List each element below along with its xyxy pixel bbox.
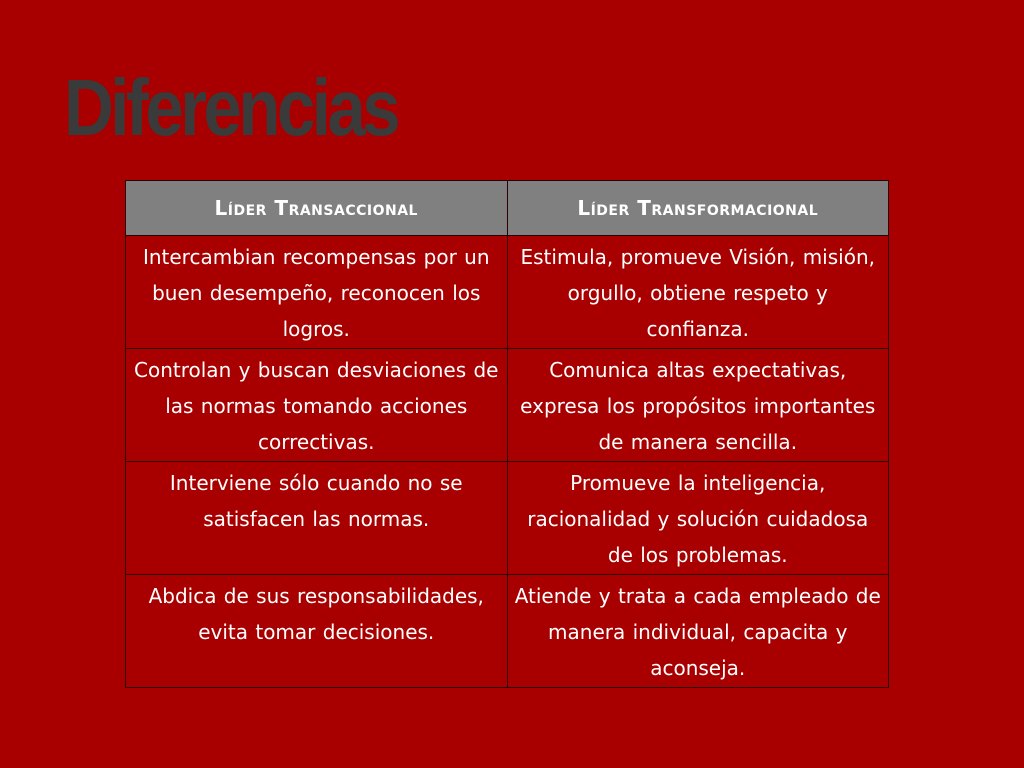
table-row: [126, 575, 889, 688]
table-cell-transactional: Abdica de sus responsabilidades, evita tomar decisiones.: [126, 575, 508, 688]
header-transactional-leader: Líder Transaccional: [126, 181, 508, 236]
table-cell-transformational: Atiende y trata a cada empleado de manera individual, capacita y aconseja.: [507, 575, 889, 688]
table-cell-transformational: Promueve la inteligencia, racionalidad y solución cuidadosa de los problemas.: [507, 462, 889, 575]
table-cell-transformational: Estimula, promueve Visión, misión, orgullo, obtiene respeto y confianza.: [507, 236, 889, 349]
comparison-table: [125, 180, 889, 688]
table-cell-transactional: Intercambian recompensas por un buen desempeño, reconocen los logros.: [126, 236, 508, 349]
table-header-row: [126, 181, 889, 236]
table-row: [126, 236, 889, 349]
table-row: [126, 349, 889, 462]
table-cell-transformational: Comunica altas expectativas, expresa los propósitos importantes de manera sencilla.: [507, 349, 889, 462]
table-cell-transactional: Controlan y buscan desviaciones de las normas tomando acciones correctivas.: [126, 349, 508, 462]
table-cell-transactional: Interviene sólo cuando no se satisfacen las normas.: [126, 462, 508, 575]
table-row: [126, 462, 889, 575]
header-transformational-leader: Líder Transformacional: [507, 181, 889, 236]
slide-title: Diferencias: [64, 63, 398, 152]
